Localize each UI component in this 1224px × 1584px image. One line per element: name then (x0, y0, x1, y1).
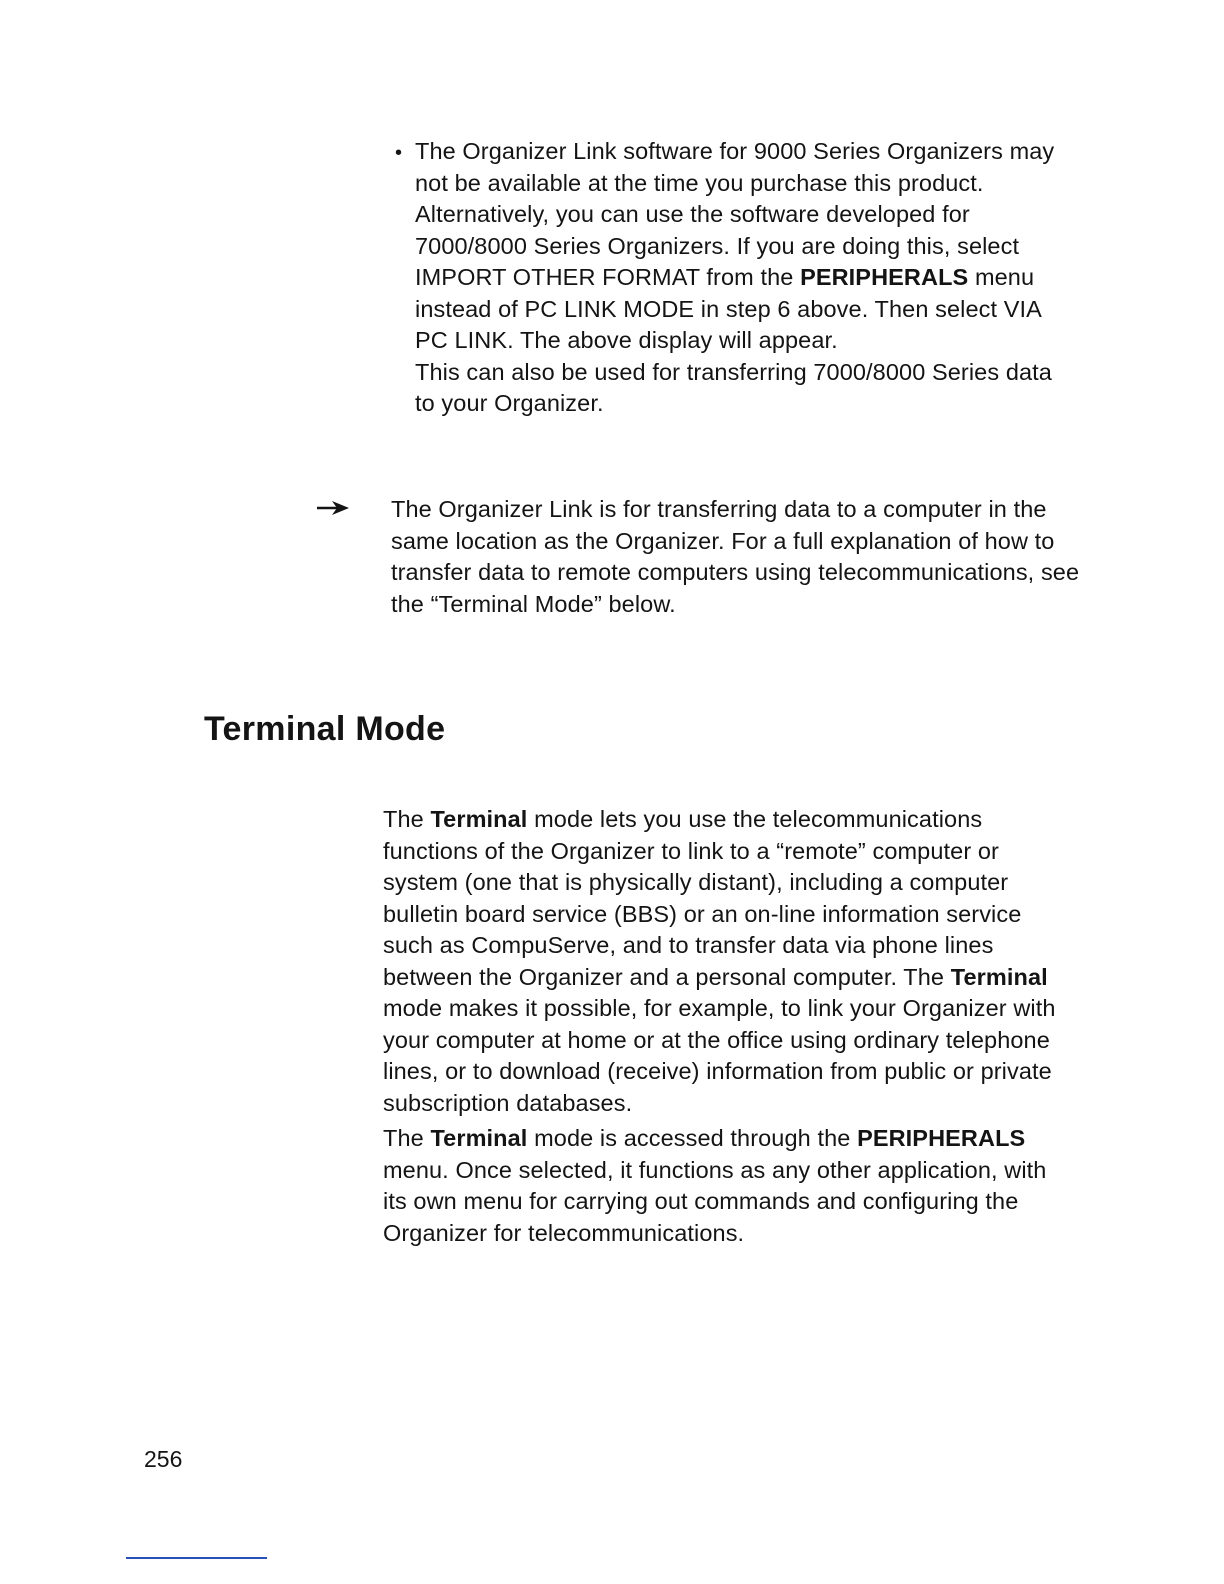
paragraph-text: mode makes it possible, for example, to link your Organizer with your computer at home or at the office using ordinary telephone lines, or to download (receive) information from public or private subscription databases. (383, 995, 1056, 1116)
section-body (383, 804, 1073, 1253)
terminal-term: Terminal (430, 806, 528, 832)
arrow-right-icon (316, 498, 350, 518)
page-number: 256 (144, 1446, 183, 1472)
terminal-term: Terminal (950, 963, 1048, 990)
body-paragraph (383, 804, 1073, 1119)
bullet-paragraph-text-end: menu instead of PC LINK MODE in step 6 above. Then select VIA PC LINK. The above display will appear. (415, 264, 1041, 353)
bullet-paragraph (415, 136, 1075, 357)
section-heading: Terminal Mode (204, 710, 446, 748)
body-paragraph (383, 1123, 1073, 1249)
arrow-note (316, 494, 1086, 620)
peripherals-menu-term: PERIPHERALS (800, 264, 969, 290)
bullet-note (395, 136, 1075, 420)
terminal-term: Terminal (430, 1125, 528, 1151)
bullet-paragraph-2: This can also be used for transferring 7000/8000 Series data to your Organizer. (415, 358, 1052, 416)
bullet-paragraph-text: The Organizer Link software for 9000 Series Organizers may not be available at the time you purchase this product. Alternatively, you can use the software developed for 7000/8000 Series Organizers. If you are doing this, select IMPORT OTHER FORMAT from the (415, 138, 1055, 290)
arrow-note-text: The Organizer Link is for transferring data to a computer in the same location as the Organizer. For a full explanation of how to transfer data to remote computers using telecommunications, see the “Terminal Mode” below. (391, 496, 1080, 617)
paragraph-text: The (383, 806, 424, 832)
bottom-rule (126, 1557, 267, 1559)
peripherals-menu-term: PERIPHERALS (857, 1125, 1026, 1151)
paragraph-text: menu. Once selected, it functions as any other application, with its own menu for carrying out commands and configuring the Organizer for telecommunications. (383, 1156, 1047, 1246)
bullet-dot-icon: • (395, 142, 403, 164)
paragraph-text: mode lets you use the telecommunications functions of the Organizer to link to a “remote” computer or system (one that is physically distant), including a computer bulletin board service (BBS) or an on-line information service such as CompuServe, and to transfer data via phone lines between the Organizer and a personal computer. The (383, 806, 1022, 990)
paragraph-text: mode is accessed through the (534, 1125, 851, 1151)
bullet-note-text (415, 136, 1075, 420)
paragraph-text: The (383, 1125, 424, 1151)
